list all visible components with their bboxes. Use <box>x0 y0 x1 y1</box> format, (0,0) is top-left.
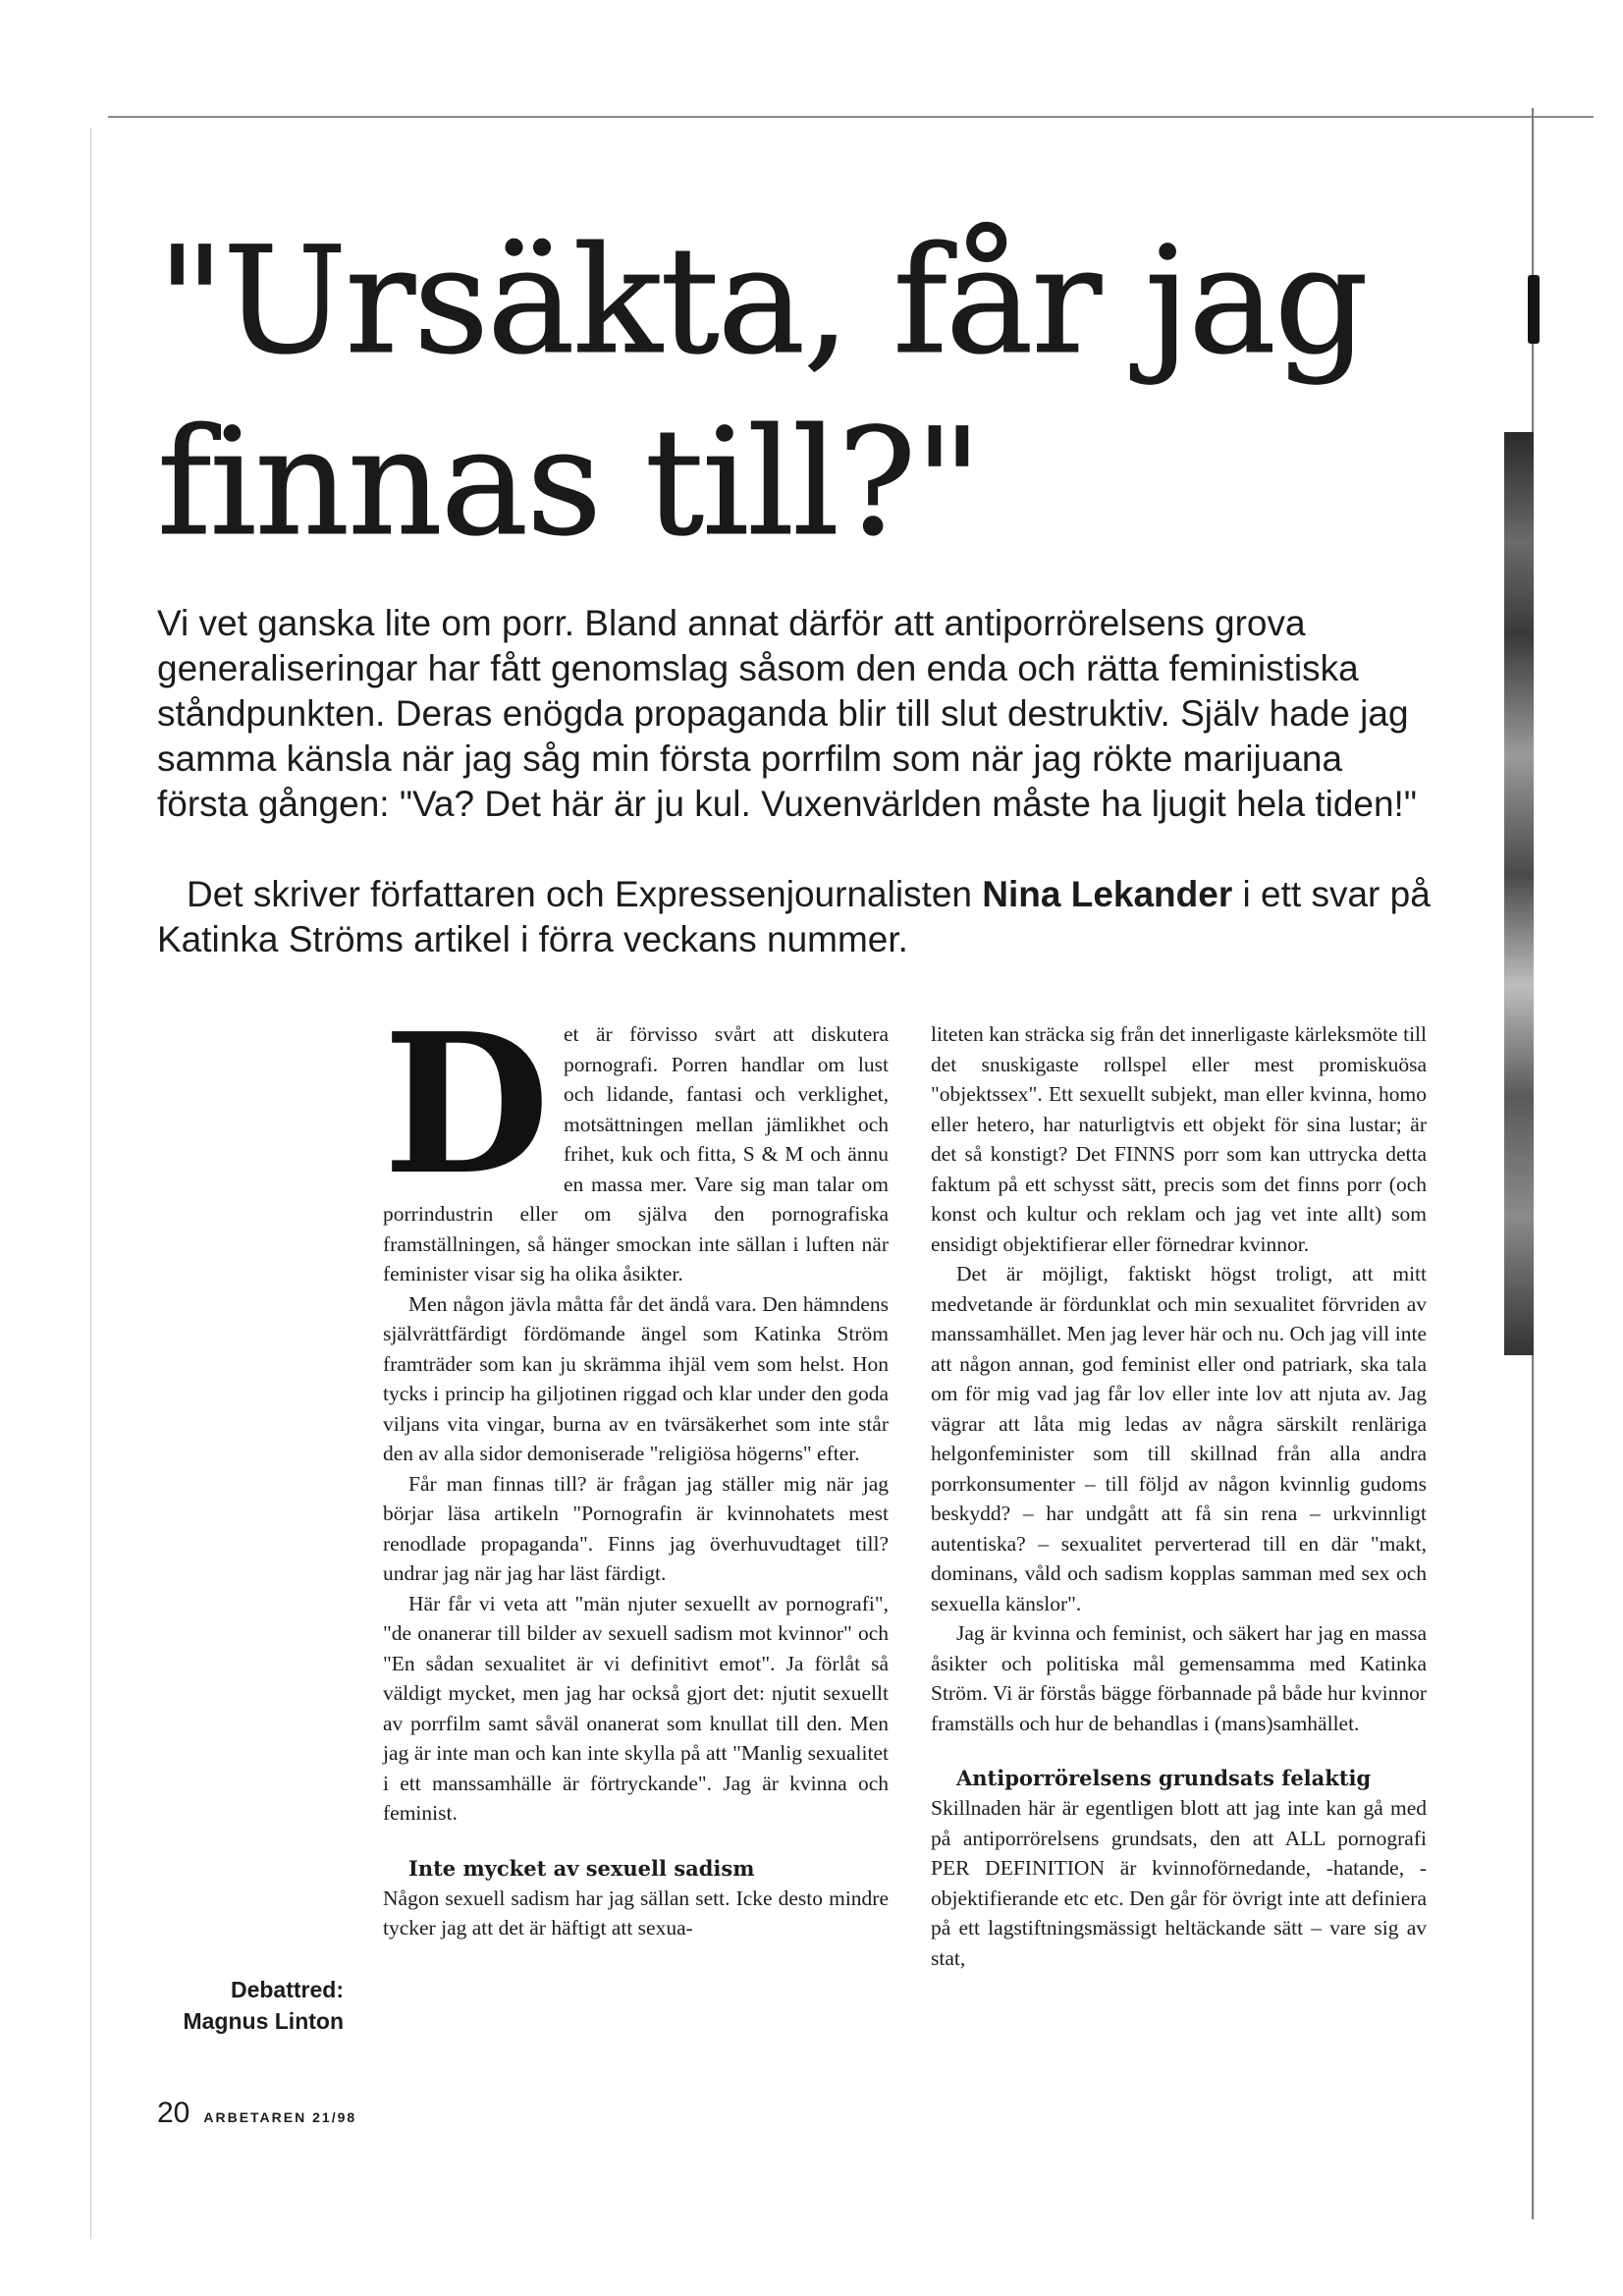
debate-editor: Magnus Linton <box>183 2008 344 2034</box>
debate-label: Debattred: <box>230 1977 344 2002</box>
byline-after: i ett svar på Katinka Ströms artikel i förra veckans nummer. <box>157 874 1431 959</box>
paragraph: Skillnaden här är egentligen blott att jag inte kan gå med på antiporrörelsens grundsats, den att ALL pornografi PER DEFINITION är kvinnoförnedande, -hatande, -objektifierande etc etc. Den går för övrigt inte att definiera på ett lagstiftningsmässigt heltäckande sätt – vare sig av stat, <box>931 1796 1427 1970</box>
headline: "Ursäkta, får jag finnas till?" <box>157 216 1367 569</box>
article-column-2 <box>931 1019 1427 1973</box>
subheading: Antiporrörelsens grundsats felaktig <box>956 1766 1372 1790</box>
paragraph: Men någon jävla måtta får det ändå vara. Den hämndens självrättfärdigt fördömande ängel som Katinka Ström framträder som kan ju skrämma ihjäl vem som helst. Hon tycks i princip ha giljotinen riggad och klar under den goda viljans vita vingar, burna av en tvärsäkerhet som inte står den av alla sidor demoniserade "religiösa högerns" efter. <box>383 1291 889 1465</box>
byline <box>157 872 1434 962</box>
adjacent-page-photo-strip <box>1504 432 1534 1355</box>
debate-editor-credit <box>137 1974 344 2037</box>
author-name: Nina Lekander <box>982 874 1233 914</box>
paragraph: Jag är kvinna och feminist, och säkert har jag en massa åsikter och politiska mål gemensamma med Katinka Ström. Vi är förstås bägge förbannade på både hur kvinnor framställs och hur de behandlas i (mans)samhället. <box>931 1621 1427 1735</box>
scan-edge-top <box>108 116 1594 118</box>
article-column-1 <box>383 992 889 1943</box>
paragraph: Någon sexuell sadism har jag sällan sett. Icke desto mindre tycker jag att det är häftigt att sexua- <box>383 1886 889 1940</box>
paragraph <box>383 992 889 1289</box>
publication-name: ARBETAREN 21/98 <box>203 2109 357 2125</box>
paragraph: Det är möjligt, faktiskt högst troligt, att mitt medvetande är fördunklat och min sexualitet förvriden av manssamhället. Men jag lever här och nu. Och jag vill inte att någon annan, god feminist eller ond patriark, ska tala om för mig vad jag får lov eller inte lov att njuta av. Jag vägrar att låta mig ledas av några särskilt renläriga helgonfeminister som till skillnad från alla andra porrkonsumenter – till följd av någon kvinnlig gudoms beskydd? – har undgått att få sin rena – urkvinnligt autentiska? – sexualitet perverterad till en där "makt, dominans, våld och sadism kopplas samman med sex och sexuella känslor". <box>931 1262 1427 1615</box>
page-number: 20 <box>157 2097 190 2129</box>
byline-before: Det skriver författaren och Expressenjournalisten <box>187 874 983 914</box>
ingress: Vi vet ganska lite om porr. Bland annat därför att antiporrörelsens grova generaliseringar har fått genomslag såsom den enda och rätta feministiska ståndpunkten. Deras enögda propaganda blir till slut destruktiv. Själv hade jag samma känsla när jag såg min första porrfilm som när jag rökte marijuana första gången: "Va? Det här är ju kul. Vuxenvärlden måste ha ljugit hela tiden!" <box>157 603 1417 824</box>
page-footer <box>157 2097 356 2130</box>
paragraph: Här får vi veta att "män njuter sexuellt av pornografi", "de onanerar till bilder av sexuell sadism mot kvinnor" och "En sådan sexualitet är vi definitivt emot". Ja förlåt så väldigt mycket, men jag har också gjort det: njutit sexuellt av porrfilm samt såväl onanerat som knullat till den. Men jag är inte man och kan inte skylla på att "Manlig sexualitet i ett manssamhälle är förtryckande". Jag är kvinna och feminist. <box>383 1591 889 1825</box>
scan-edge-left <box>90 128 91 2239</box>
paragraph-text: et är förvisso svårt att diskutera pornografi. Porren handlar om lust och lidande, fantasi och verklighet, motsättningen mellan jämlikhet och frihet, kuk och fitta, S & M och ännu en massa mer. Vare sig man talar om porrindustrin eller om själva den pornografiska framställningen, så hänger smockan inte sällan i luften när feminister visar sig ha olika åsikter. <box>383 1022 889 1285</box>
drop-cap: D <box>383 992 550 1218</box>
adjacent-page-mark <box>1528 275 1540 344</box>
paragraph: liteten kan sträcka sig från det innerligaste kärleksmöte till det snuskigaste rollspel eller mest promiskuösa "objektssex". Ett sexuellt subjekt, man eller kvinna, homo eller hetero, har naturligtvis ett objekt för sina lustar; är det så konstigt? Det FINNS porr som kan uttrycka detta faktum på ett schysst sätt, precis som det finns porr (och konst och kultur och reklam och jag vet inte allt) som ensidigt objektifierar eller förnedrar kvinnor. <box>931 1022 1427 1256</box>
subheading: Inte mycket av sexuell sadism <box>408 1855 755 1881</box>
paragraph: Får man finnas till? är frågan jag ställer mig när jag börjar läsa artikeln "Pornografin är kvinnohatets mest renodlade propaganda". Finns jag överhuvudtaget till? undrar jag när jag har läst färdigt. <box>383 1471 889 1585</box>
